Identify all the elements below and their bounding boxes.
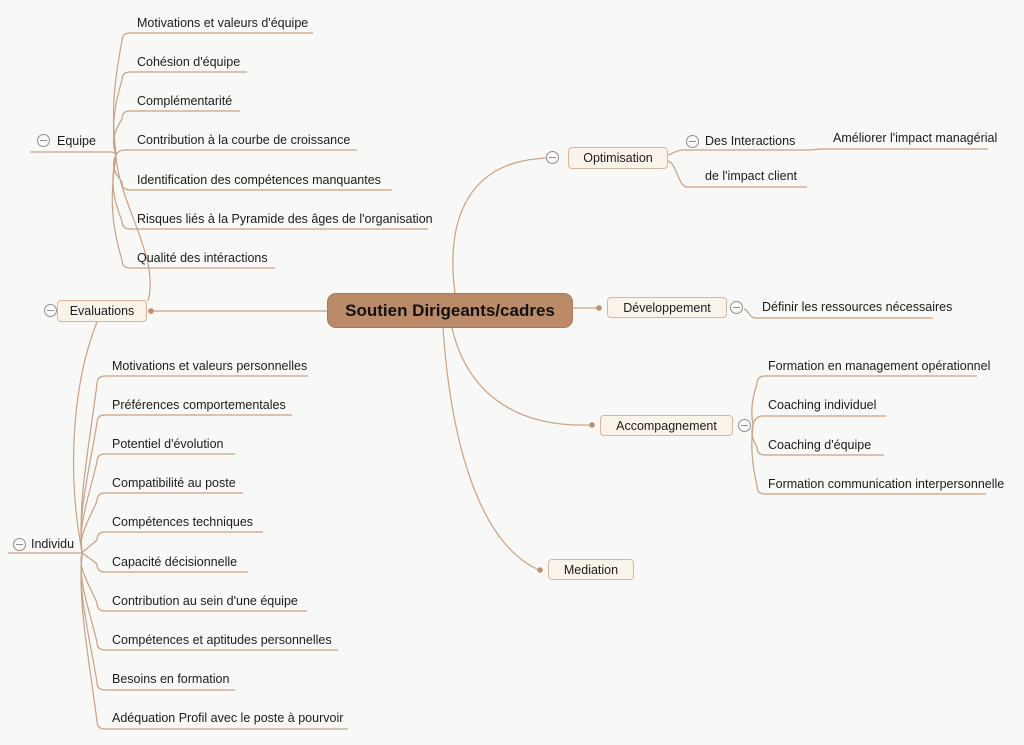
collapse-icon-individu[interactable] (13, 538, 26, 551)
edge-individu-child-9 (81, 553, 238, 690)
individu-child-6[interactable]: Capacité décisionnelle (112, 555, 238, 569)
developpement-node[interactable] (607, 297, 727, 318)
individu-node[interactable]: Individu (31, 537, 75, 551)
edge-equipe-child-4 (116, 150, 357, 155)
collapse-icon-equipe[interactable] (37, 134, 50, 147)
evaluations-label: Evaluations (69, 304, 135, 318)
ameliorer-impact-managerial-node[interactable]: Améliorer l'impact managérial (833, 131, 998, 145)
link-dot-mediation (537, 567, 543, 573)
equipe-child-4[interactable]: Contribution à la courbe de croissance (137, 133, 351, 147)
individu-child-4[interactable]: Compatibilité au poste (112, 476, 236, 490)
equipe-child-5[interactable]: Identification des compétences manquantes (137, 173, 381, 187)
minus-icon (40, 140, 47, 141)
edge-root-mediation (443, 328, 537, 569)
accompagnement-child-1[interactable]: Formation en management opérationnel (768, 359, 991, 373)
impact-client-node[interactable]: de l'impact client (705, 169, 798, 183)
underline-equipe (30, 152, 116, 155)
edge-accompagnement-child-2 (753, 416, 886, 425)
collapse-icon-optimisation[interactable] (546, 151, 559, 164)
optimisation-label: Optimisation (583, 151, 653, 165)
collapse-icon-accompagnement[interactable] (738, 419, 751, 432)
equipe-child-1[interactable]: Motivations et valeurs d'équipe (137, 16, 309, 30)
developpement-label: Développement (623, 300, 711, 315)
edge-evaluations-individu (74, 322, 97, 551)
collapse-icon-des-interactions[interactable] (686, 135, 699, 148)
accompagnement-node[interactable] (600, 415, 733, 436)
individu-child-8[interactable]: Compétences et aptitudes personnelles (112, 633, 332, 647)
equipe-node[interactable]: Equipe (57, 134, 96, 148)
accompagnement-label: Accompagnement (616, 418, 717, 433)
equipe-child-2[interactable]: Cohésion d'équipe (137, 55, 241, 69)
edge-individu-child-3 (81, 454, 235, 553)
root-node-label: Soutien Dirigeants/cadres (345, 300, 555, 320)
collapse-icon-evaluations[interactable] (44, 304, 57, 317)
edge-root-optimisation (453, 158, 546, 293)
minus-icon (733, 307, 740, 308)
individu-child-7[interactable]: Contribution au sein d'une équipe (112, 594, 298, 608)
edge-individu-child-5 (82, 532, 263, 553)
individu-child-5[interactable]: Compétences techniques (112, 515, 254, 529)
individu-child-1[interactable]: Motivations et valeurs personnelles (112, 359, 308, 373)
link-dot-developpement (596, 305, 602, 311)
equipe-child-3[interactable]: Complémentarité (137, 94, 233, 108)
mediation-label: Mediation (563, 562, 619, 577)
mediation-node[interactable] (548, 559, 634, 580)
edge-root-accompagnement (452, 328, 589, 425)
minus-icon (741, 425, 748, 426)
individu-child-9[interactable]: Besoins en formation (112, 672, 230, 686)
minus-icon (16, 544, 23, 545)
individu-child-10[interactable]: Adéquation Profil avec le poste à pourvoir (112, 711, 344, 725)
optimisation-node[interactable] (568, 147, 668, 169)
collapse-icon-developpement[interactable] (730, 301, 743, 314)
edge-optimisation-des-interactions (668, 149, 988, 155)
accompagnement-child-2[interactable]: Coaching individuel (768, 398, 877, 412)
root-node[interactable] (327, 293, 573, 328)
minus-icon (549, 157, 556, 158)
individu-child-3[interactable]: Potentiel d'évolution (112, 437, 224, 451)
equipe-child-6[interactable]: Risques liés à la Pyramide des âges de l'organisation (137, 212, 433, 226)
des-interactions-node[interactable]: Des Interactions (705, 134, 796, 148)
accompagnement-child-3[interactable]: Coaching d'équipe (768, 438, 872, 452)
link-dot-accompagnement (589, 422, 595, 428)
equipe-child-7[interactable]: Qualité des intéractions (137, 251, 268, 265)
definir-ressources-node[interactable]: Définir les ressources nécessaires (762, 300, 953, 314)
link-dot-evaluations (148, 308, 154, 314)
minus-icon (47, 310, 54, 311)
minus-icon (689, 141, 696, 142)
accompagnement-child-4[interactable]: Formation communication interpersonnelle (768, 477, 1005, 491)
individu-child-2[interactable]: Préférences comportementales (112, 398, 286, 412)
evaluations-node[interactable] (57, 300, 147, 322)
